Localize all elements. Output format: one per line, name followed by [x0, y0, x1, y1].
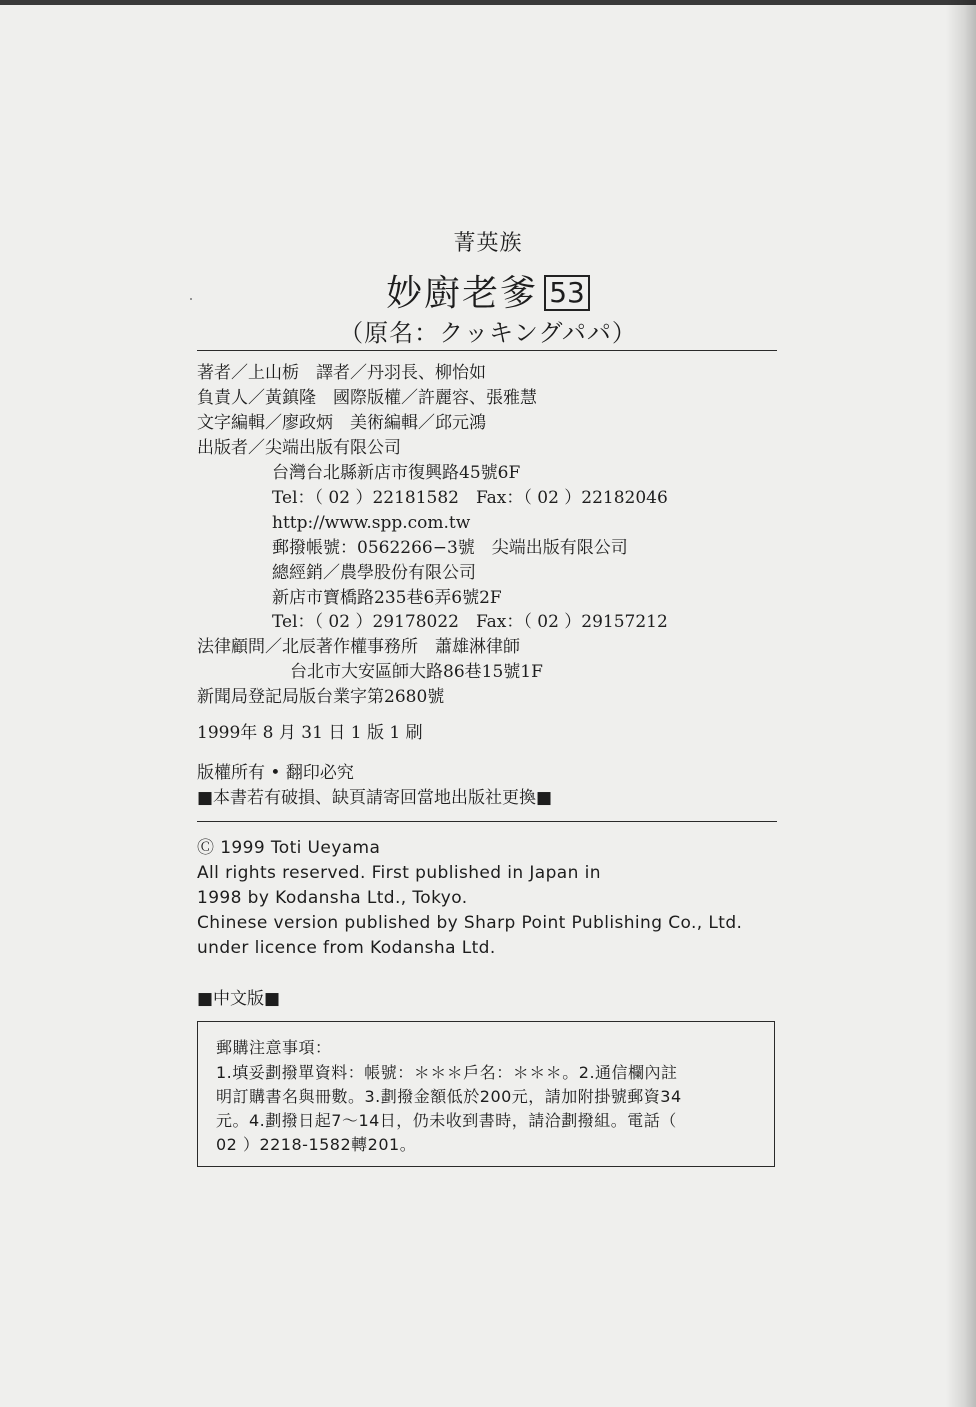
series-name: 菁英族: [453, 231, 523, 256]
publisher-name: 出版者／尖端出版有限公司: [197, 438, 401, 458]
page-top-edge: [0, 0, 976, 5]
notice-line-4: 02 ）2218-1582轉201。: [216, 1135, 417, 1154]
author-credits: 著者／上山栃 譯者／丹羽長、柳怡如: [197, 363, 486, 383]
rights-reserved-line: All rights reserved. First published in Japan in: [197, 863, 601, 883]
distributor-address: 新店市寶橋路235巷6弄6號2F: [272, 588, 502, 608]
distributor-phone-fax: Tel：（ 02 ）29178022 Fax：（ 02 ）29157212: [272, 612, 668, 632]
publisher-phone-fax: Tel：（ 02 ）22181582 Fax：（ 02 ）22182046: [272, 488, 668, 508]
notice-line-1: 1.填妥劃撥單資料：帳號：＊＊＊戶名：＊＊＊。2.通信欄內註: [216, 1063, 678, 1082]
mail-order-notice-box: [197, 1021, 775, 1167]
original-title: （原名：クッキングパパ）: [339, 319, 637, 347]
rights-notice: 版權所有 • 翻印必究: [197, 763, 354, 783]
book-title-text: 妙廚老爹: [386, 273, 539, 314]
distributor-name: 總經銷／農學股份有限公司: [272, 563, 476, 583]
legal-address: 台北市大安區師大路86巷15號1F: [290, 662, 543, 682]
licence-line: under licence from Kodansha Ltd.: [197, 938, 496, 958]
notice-title: 郵購注意事項：: [216, 1038, 332, 1057]
postal-account: 郵撥帳號：0562266−3號 尖端出版有限公司: [272, 538, 628, 558]
divider-top: [197, 350, 777, 351]
divider-bottom: [197, 821, 777, 822]
page-binding-shadow: [946, 0, 976, 1407]
copyright-line: Ⓒ 1999 Toti Ueyama: [197, 838, 381, 858]
publisher-address: 台灣台北縣新店市復興路45號6F: [272, 463, 521, 483]
editor-credits: 文字編輯／廖政炳 美術編輯／邱元鴻: [197, 413, 486, 433]
legal-counsel: 法律顧問／北辰著作權事務所 蕭雄淋律師: [197, 637, 520, 657]
responsible-credits: 負責人／黃鎮隆 國際版權／許麗容、張雅慧: [197, 388, 537, 408]
replacement-notice: ■本書若有破損、缺頁請寄回當地出版社更換■: [197, 788, 553, 808]
notice-line-3: 元。4.劃撥日起7～14日，仍未收到書時，請洽劃撥組。電話（: [216, 1111, 677, 1130]
volume-number-box: 53: [544, 275, 590, 311]
registration-number: 新聞局登記局版台業字第2680號: [197, 687, 445, 707]
chinese-edition-label: ■中文版■: [197, 989, 281, 1009]
publisher-website: http://www.spp.com.tw: [272, 513, 471, 533]
book-title: [0, 265, 976, 316]
chinese-version-line: Chinese version published by Sharp Point Publishing Co., Ltd.: [197, 913, 743, 933]
edition-date: 1999年 8 月 31 日 1 版 1 刷: [197, 723, 423, 743]
kodansha-line: 1998 by Kodansha Ltd., Tokyo.: [197, 888, 468, 908]
notice-line-2: 明訂購書名與冊數。3.劃撥金額低於200元，請加附掛號郵資34: [216, 1087, 682, 1106]
